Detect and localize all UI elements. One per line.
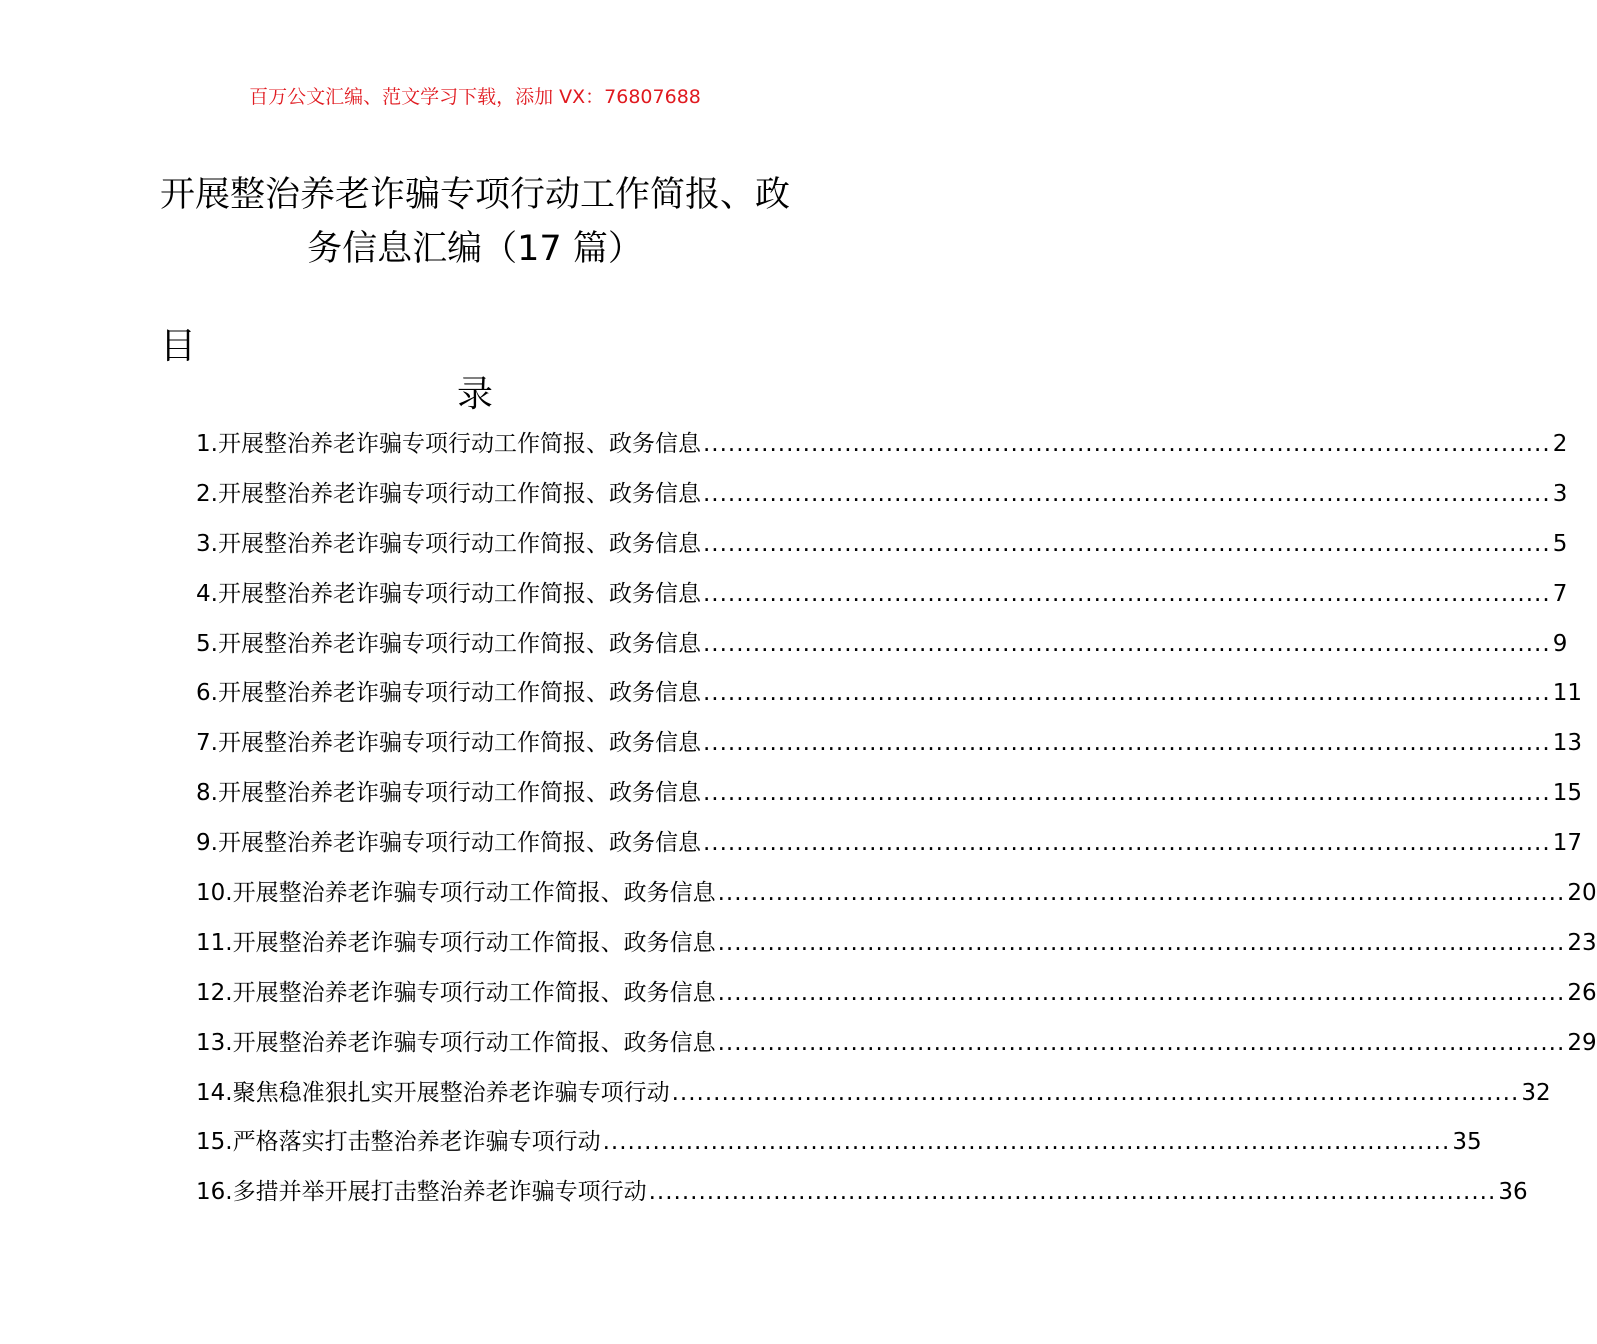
toc-entry[interactable]: [196, 1122, 1482, 1172]
toc-entry-page: 13: [1552, 730, 1582, 757]
toc-entry-title: 开展整治养老诈骗专项行动工作简报、政务信息: [217, 431, 701, 457]
toc-entry[interactable]: [196, 873, 1597, 923]
document-title-line-1: 开展整治养老诈骗专项行动工作简报、政: [159, 175, 790, 215]
toc-entry-title: 开展整治养老诈骗专项行动工作简报、政务信息: [217, 530, 701, 557]
toc-entry-title: 开展整治养老诈骗专项行动工作简报、政务信息: [217, 580, 701, 607]
toc-leader-dots: [603, 1122, 1451, 1162]
toc-leader-dots: [703, 524, 1551, 564]
toc-entry-number: 12.: [196, 979, 233, 1006]
toc-entry-number: 9.: [196, 830, 218, 857]
toc-entry-page: 15: [1552, 780, 1582, 807]
toc-leader-dots: [672, 1073, 1520, 1113]
toc-leader-dots: [703, 624, 1551, 664]
toc-entry-title: 开展整治养老诈骗专项行动工作简报、政务信息: [232, 929, 716, 956]
toc-heading-part-1: 目: [160, 326, 197, 367]
toc-entry-title: 开展整治养老诈骗专项行动工作简报、政务信息: [232, 880, 716, 907]
toc-entry-number: 16.: [196, 1179, 233, 1206]
toc-entry-title: 严格落实打击整治养老诈骗专项行动: [232, 1129, 601, 1156]
toc-entry-page: 3: [1552, 480, 1568, 507]
toc-entry[interactable]: [196, 574, 1568, 624]
toc-leader-dots: [703, 474, 1551, 514]
toc-entry-title: 开展整治养老诈骗专项行动工作简报、政务信息: [217, 680, 701, 707]
document-title-line-2: 务信息汇编（17 篇）: [307, 229, 643, 269]
toc-entry[interactable]: [196, 823, 1582, 873]
toc-entry[interactable]: [196, 773, 1582, 823]
toc-entry[interactable]: [196, 923, 1597, 973]
toc-entry-page: 29: [1567, 1029, 1597, 1056]
toc-entry-page: 7: [1552, 580, 1568, 607]
toc-entry-number: 4.: [196, 580, 218, 607]
toc-entry-number: 11.: [196, 929, 233, 956]
document-title: [140, 168, 810, 276]
toc-leader-dots: [718, 973, 1566, 1013]
toc-entry-page: 17: [1552, 830, 1582, 857]
toc-entry-title: 聚焦稳准狠扎实开展整治养老诈骗专项行动: [232, 1079, 670, 1106]
toc-leader-dots: [703, 574, 1551, 614]
toc-leader-dots: [703, 823, 1551, 863]
toc-entry-title: 开展整治养老诈骗专项行动工作简报、政务信息: [217, 830, 701, 857]
toc-entry-number: 3.: [196, 530, 218, 557]
toc-leader-dots: [703, 773, 1551, 813]
toc-leader-dots: [718, 873, 1566, 913]
toc-entry[interactable]: [196, 474, 1568, 524]
toc-entry[interactable]: [196, 1023, 1597, 1073]
toc-entry-title: 开展整治养老诈骗专项行动工作简报、政务信息: [217, 630, 701, 657]
toc-entry-title: 开展整治养老诈骗专项行动工作简报、政务信息: [217, 480, 701, 507]
toc-entry-number: 7.: [196, 730, 218, 757]
toc-leader-dots: [703, 673, 1551, 713]
toc-entry[interactable]: [196, 723, 1582, 773]
toc-entry-page: 35: [1452, 1129, 1482, 1156]
toc-entry-page: 23: [1567, 929, 1597, 956]
toc-entry[interactable]: [196, 424, 1568, 474]
toc-entry[interactable]: [196, 524, 1568, 574]
toc-entry-title: 开展整治养老诈骗专项行动工作简报、政务信息: [232, 979, 716, 1006]
toc-entry-number: 15.: [196, 1129, 233, 1156]
toc-leader-dots: [703, 424, 1551, 464]
toc-leader-dots: [649, 1172, 1497, 1212]
toc-entry-number: 6.: [196, 680, 218, 707]
toc-entry-page: 2: [1552, 431, 1568, 457]
toc-entry-page: 5: [1552, 530, 1568, 557]
toc-entry-page: 11: [1552, 680, 1582, 707]
toc-entry-page: 20: [1567, 880, 1597, 907]
toc-entry[interactable]: [196, 1172, 1528, 1222]
table-of-contents: [196, 424, 1597, 1222]
toc-heading-part-2: 录: [456, 374, 493, 415]
toc-entry-page: 9: [1552, 630, 1568, 657]
toc-entry-number: 2.: [196, 480, 218, 507]
toc-entry-title: 多措并举开展打击整治养老诈骗专项行动: [232, 1179, 647, 1206]
toc-entry-number: 13.: [196, 1029, 233, 1056]
header-note: 百万公文汇编、范文学习下载，添加 VX：76807688: [249, 86, 701, 108]
toc-leader-dots: [718, 923, 1566, 963]
toc-entry-number: 1.: [196, 431, 218, 457]
toc-entry-number: 5.: [196, 630, 218, 657]
toc-entry-number: 10.: [196, 880, 233, 907]
toc-leader-dots: [703, 723, 1551, 763]
toc-entry-page: 32: [1521, 1079, 1551, 1106]
toc-entry[interactable]: [196, 673, 1582, 723]
toc-entry-title: 开展整治养老诈骗专项行动工作简报、政务信息: [217, 730, 701, 757]
toc-entry-page: 26: [1567, 979, 1597, 1006]
toc-entry[interactable]: [196, 624, 1568, 674]
toc-entry-page: 36: [1498, 1179, 1528, 1206]
toc-entry-title: 开展整治养老诈骗专项行动工作简报、政务信息: [232, 1029, 716, 1056]
toc-entry[interactable]: [196, 1073, 1551, 1123]
toc-entry-number: 8.: [196, 780, 218, 807]
toc-entry-title: 开展整治养老诈骗专项行动工作简报、政务信息: [217, 780, 701, 807]
toc-entry-number: 14.: [196, 1079, 233, 1106]
toc-entry[interactable]: [196, 973, 1597, 1023]
toc-leader-dots: [718, 1023, 1566, 1063]
